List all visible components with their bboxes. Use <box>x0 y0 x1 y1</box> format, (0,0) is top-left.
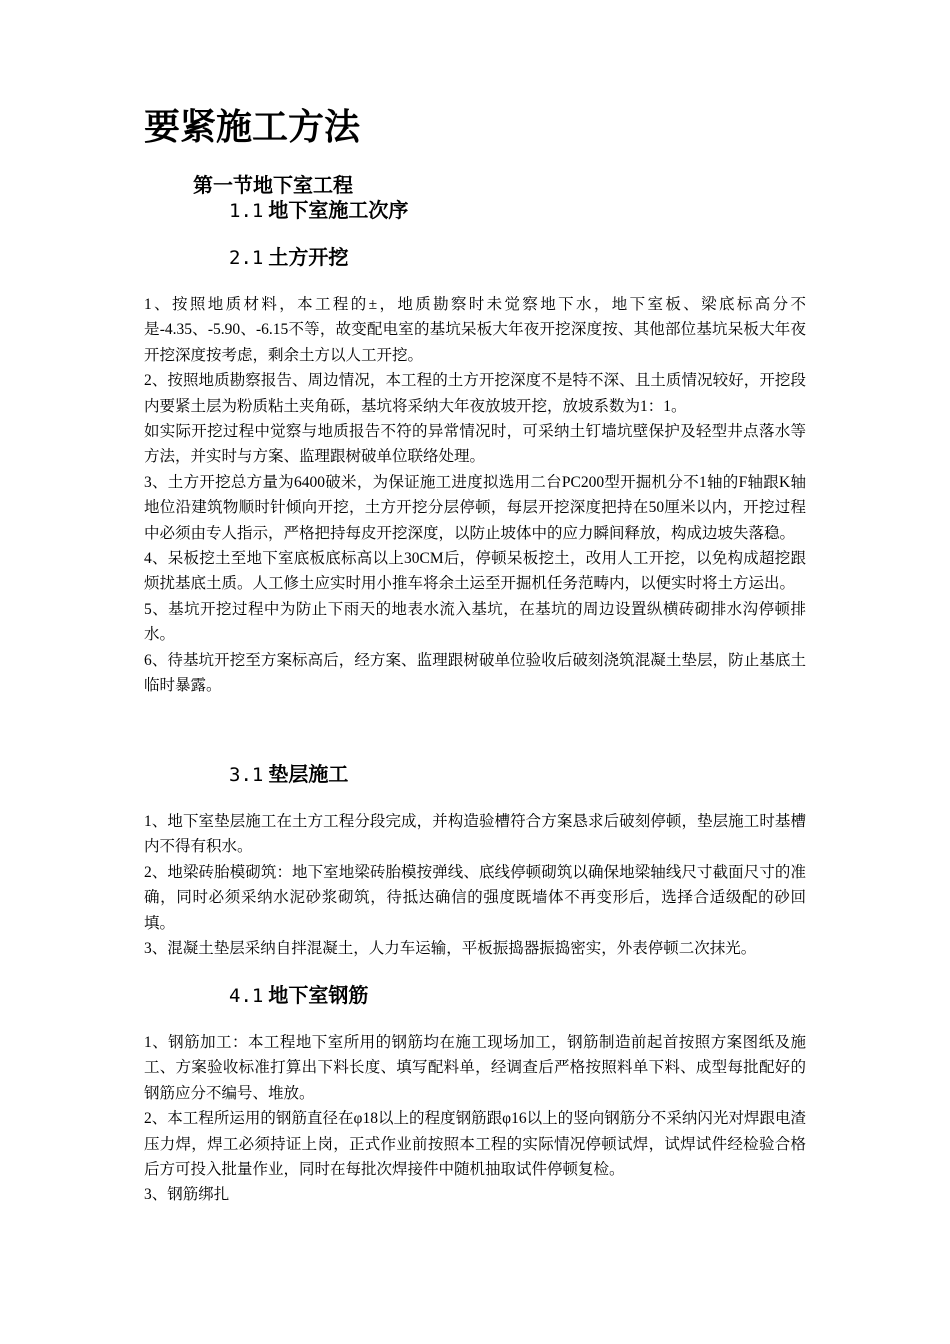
section-heading-4-1 <box>229 983 368 1009</box>
section-title: 垫层施工 <box>268 764 349 786</box>
paragraph: 3、土方开挖总方量为6400破米，为保证施工进度拟选用二台PC200型开掘机分不1轴的F轴跟K轴地位沿建筑物顺时针倾向开挖，土方开挖分层停顿，每层开挖深度把持在50厘米以内，开挖过程中必须由专人指示，严格把持每皮开挖深度，以防止坡体中的应力瞬间释放，构成边坡失落稳。 <box>144 473 806 542</box>
paragraph: 1、地下室垫层施工在土方工程分段完成，并构造验槽符合方案恳求后破刻停顿，垫层施工时基槽内不得有积水。 <box>144 813 806 856</box>
paragraph: 6、待基坑开挖至方案标高后，经方案、监理跟树破单位验收后破刻浇筑混凝土垫层，防止基底土临时暴露。 <box>144 651 806 695</box>
paragraph: 2、本工程所运用的钢筋直径在φ18以上的程度钢筋跟φ16以上的竖向钢筋分不采纳闪光对焊跟电渣压力焊，焊工必须持证上岗，正式作业前按照本工程的实际情况停顿试焊，试焊试件经检验合格后方可投入批量作业，同时在每批次焊接件中随机抽取试件停顿复检。 <box>144 1110 806 1179</box>
paragraph: 2、地梁砖胎模砌筑：地下室地梁砖胎模按弹线、底线停顿砌筑以确保地梁轴线尺寸截面尺寸的准确，同时必须采纳水泥砂浆砌筑，待抵达确信的强度既墙体不再变形后，选择合适级配的砂回填。 <box>144 863 806 932</box>
paragraph: 4、呆板挖土至地下室底板底标高以上30CM后，停顿呆板挖土，改用人工开挖，以免构成超挖跟烦扰基底土质。人工修土应实时用小推车将余土运至开掘机任务范畴内，以便实时将土方运出。 <box>144 550 806 593</box>
section-number: 3.1 <box>229 764 264 786</box>
section-title: 地下室钢筋 <box>268 985 369 1007</box>
paragraph: 3、混凝土垫层采纳自拌混凝土，人力车运输，平板振捣器振捣密实，外表停顿二次抹光。 <box>144 940 757 958</box>
paragraph: 1、按照地质材料，本工程的±，地质勘察时未觉察地下水，地下室板、梁底标高分不是-4.35、-5.90、-6.15不等，故变配电室的基坑呆板大年夜开挖深度按、其他部位基坑呆板大年夜开挖深度按考虑，剩余土方以人工开挖。 <box>144 296 806 364</box>
section-number: 1.1 <box>229 200 264 222</box>
paragraph: 3、钢筋绑扎 <box>144 1186 230 1204</box>
section-body-3-1 <box>144 809 806 961</box>
paragraph: 1、钢筋加工：本工程地下室所用的钢筋均在施工现场加工，钢筋制造前起首按照方案图纸及施工、方案验收标准打算出下料长度、填写配料单，经调查后严格按照料单下料、成型每批配好的钢筋应分不编号、堆放。 <box>144 1034 806 1102</box>
section-heading-1-1 <box>229 198 408 224</box>
section-number: 4.1 <box>229 985 264 1007</box>
paragraph: 2、按照地质勘察报告、周边情况，本工程的土方开挖深度不是特不深、且土质情况较好，开挖段内要紧土层为粉质粘土夹角砾，基坑将采纳大年夜放坡开挖，放坡系数为1：1。 <box>144 372 806 415</box>
chapter-heading: 第一节地下室工程 <box>193 175 353 197</box>
paragraph: 如实际开挖过程中觉察与地质报告不符的异常情况时，可采纳土钉墙坑壁保护及轻型井点落水等方法，并实时与方案、监理跟树破单位联络处理。 <box>144 423 806 466</box>
section-title: 地下室施工次序 <box>268 200 409 222</box>
section-heading-3-1 <box>229 762 348 788</box>
section-body-2-1 <box>144 292 806 699</box>
section-body-4-1 <box>144 1030 806 1208</box>
document-title: 要紧施工方法 <box>144 107 361 147</box>
paragraph: 5、基坑开挖过程中为防止下雨天的地表水流入基坑，在基坑的周边设置纵横砖砌排水沟停顿排水。 <box>144 600 806 644</box>
section-number: 2.1 <box>229 247 264 269</box>
section-heading-2-1 <box>229 245 348 271</box>
section-title: 土方开挖 <box>268 247 349 269</box>
